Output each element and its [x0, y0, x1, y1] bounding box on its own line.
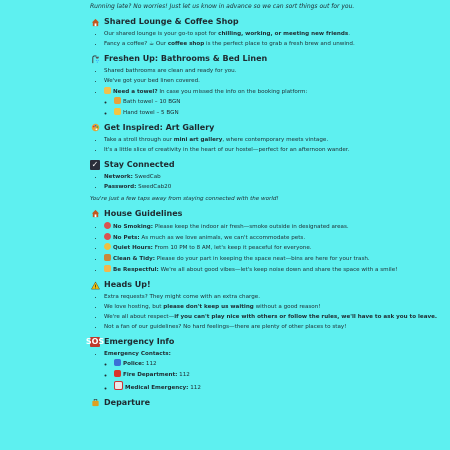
connected-title: Stay Connected [104, 159, 175, 169]
warning-icon [90, 280, 100, 290]
list-item: • Emergency Contacts: ◦ Police: 112 ◦ Fire Department: 112 ◦ Medical Emergency: 112 [104, 350, 450, 392]
palette-icon [90, 123, 100, 133]
handshake-icon [104, 265, 111, 272]
list-item: • Our shared lounge is your go-to spot for chilling, working, or meeting new friends. [104, 30, 450, 38]
emergency-list [90, 350, 450, 392]
sos-icon: SOS [85, 336, 105, 346]
wifi-list [90, 173, 450, 191]
list-item: • Shared bathrooms are clean and ready for you. [104, 67, 450, 75]
contacts-list [104, 359, 450, 392]
broom-icon [104, 254, 111, 261]
house-icon [90, 209, 100, 219]
list-item: ◦ Hand towel – 5 BGN [114, 108, 450, 117]
ambulance-icon [114, 381, 123, 390]
list-item: • Clean & Tidy: Please do your part in keeping the space neat—bins are here for your trash. [104, 254, 450, 263]
list-item: • Take a stroll through our mini art gallery, where contemporary meets vintage. [104, 136, 450, 144]
freshen-heading [90, 54, 450, 64]
no-pets-icon [104, 233, 111, 240]
freshen-title: Freshen Up: Bathrooms & Bed Linen [104, 54, 268, 63]
bath-icon [114, 97, 121, 104]
network-item: • Network: SwedCab [104, 173, 450, 181]
shower-icon [90, 54, 100, 64]
list-item: • Fancy a coffee? ☕ Our coffee shop is the perfect place to grab a fresh brew and unwind. [104, 40, 450, 48]
list-item: • No Pets: As much as we love animals, we can't accommodate pets. [104, 233, 450, 242]
freshen-list [90, 67, 450, 117]
bag-icon [90, 398, 100, 408]
list-item: • Extra requests? They might come with an extra charge. [104, 293, 450, 301]
towel-list [104, 97, 450, 117]
gallery-heading [90, 123, 450, 133]
guidelines-list [90, 222, 450, 274]
moon-icon [104, 243, 111, 250]
emergency-title: Emergency Info [104, 336, 175, 346]
connected-note: You're just a few taps away from staying connected with the world! [90, 195, 279, 202]
heads-up-title: Heads Up! [104, 280, 151, 290]
intro-text: Running late? No worries! Just let us know in advance so we can sort things out for you. [90, 3, 355, 10]
gallery-list [90, 136, 450, 154]
list-item: • We've got your bed linen covered. [104, 77, 450, 85]
list-item: • Not a fan of our guidelines? No hard feelings—there are plenty of other places to stay! [104, 323, 450, 331]
gallery-title: Get Inspired: Art Gallery [104, 122, 215, 132]
guidelines-heading [90, 209, 450, 219]
lounge-heading [90, 17, 450, 27]
list-item: • We love hosting, but please don't keep us waiting without a good reason! [104, 303, 450, 311]
hand-icon [104, 87, 111, 94]
list-item: • Need a towel? In case you missed the info on the booking platform: ◦ Bath towel – 10 BGN ◦ Hand towel – 5 BGN [104, 87, 450, 117]
hand-towel-icon [114, 108, 121, 115]
departure-heading [90, 398, 450, 408]
heads-up-heading [90, 280, 450, 290]
departure-title: Departure [104, 397, 151, 407]
list-item: • We're all about respect—if you can't play nice with others or follow the rules, we'll have to ask you to leave. [104, 313, 450, 321]
list-item: ◦ Medical Emergency: 112 [114, 381, 450, 392]
list-item: • Be Respectful: We're all about good vibes—let's keep noise down and share the space with a smile! [104, 265, 450, 274]
lounge-title: Shared Lounge & Coffee Shop [104, 17, 239, 26]
list-item: ◦ Bath towel – 10 BGN [114, 97, 450, 106]
list-item: • No Smoking: Please keep the indoor air fresh—smoke outside in designated areas. [104, 222, 450, 231]
heads-up-list [90, 293, 450, 331]
guidelines-title: House Guidelines [104, 208, 183, 218]
police-icon [114, 359, 121, 366]
house-icon [90, 17, 100, 27]
list-item: • Quiet Hours: From 10 PM to 8 AM, let's keep it peaceful for everyone. [104, 243, 450, 252]
emergency-heading [85, 336, 450, 347]
fire-truck-icon [114, 370, 121, 377]
list-item: ◦ Fire Department: 112 [114, 370, 450, 379]
list-item: ◦ Police: 112 [114, 359, 450, 368]
password-item: • Password: SwedCab20 [104, 183, 450, 191]
list-item: • It's a little slice of creativity in the heart of our hostel—perfect for an afternoon wander. [104, 146, 450, 154]
connected-heading [90, 160, 450, 170]
lounge-list [90, 30, 450, 48]
no-smoking-icon [104, 222, 111, 229]
check-icon: ✓ [91, 159, 99, 169]
